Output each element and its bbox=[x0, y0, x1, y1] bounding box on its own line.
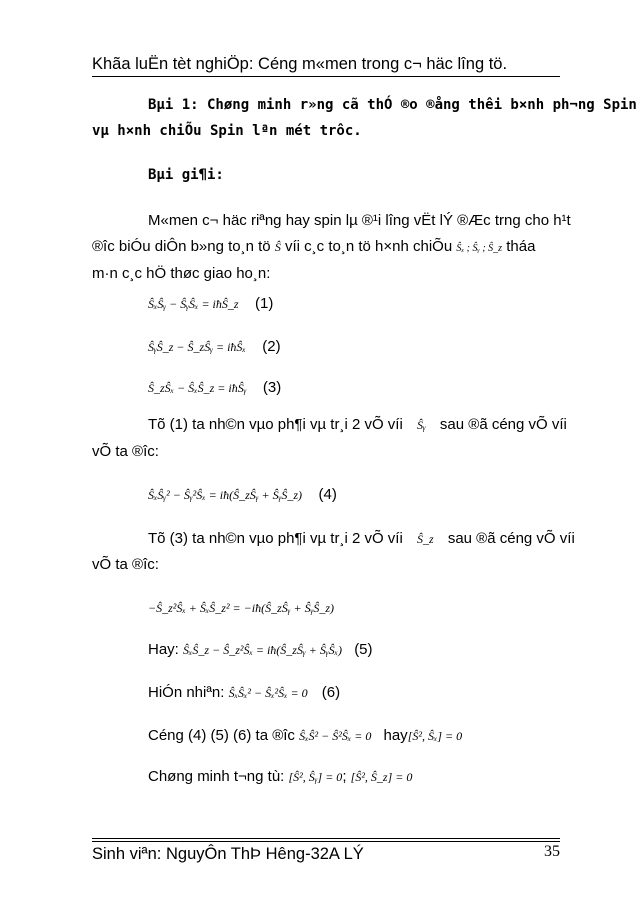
equation-1-expr: ŜₓŜᵧ − ŜᵧŜₓ = iħŜ_z bbox=[148, 297, 239, 311]
equation-unnumbered bbox=[148, 599, 334, 617]
similar-expr-1: [Ŝ², Ŝᵧ] = 0 bbox=[288, 770, 343, 784]
para2-line1 bbox=[148, 416, 567, 433]
sum-expr-2: [Ŝ², Ŝₓ] = 0 bbox=[407, 729, 463, 743]
similar-separator: ; bbox=[342, 768, 347, 785]
equation-4 bbox=[148, 486, 337, 504]
page-number: 35 bbox=[544, 843, 560, 860]
equation-3-number: (3) bbox=[262, 379, 282, 396]
header-rule bbox=[92, 76, 560, 77]
sum-hay: hay bbox=[383, 727, 408, 744]
para3-line2: vÕ ta ®îc: bbox=[92, 556, 159, 573]
sum-text: Céng (4) (5) (6) ta ®îc bbox=[148, 727, 295, 744]
equation-2-expr: ŜᵧŜ_z − Ŝ_zŜᵧ = iħŜₓ bbox=[148, 340, 246, 354]
para3-line1 bbox=[148, 530, 575, 547]
equation-6 bbox=[148, 684, 340, 701]
para1-text-b: víi c¸c to¸n tö h×nh chiÕu bbox=[285, 238, 453, 255]
para3-text-a: Tõ (3) ta nh©n vµo ph¶i vµ tr¸i 2 vÕ víi bbox=[148, 530, 403, 547]
equation-4-number: (4) bbox=[318, 486, 337, 503]
equation-4-expr: ŜₓŜᵧ² − Ŝᵧ²Ŝₓ = iħ(Ŝ_zŜᵧ + ŜᵧŜ_z) bbox=[148, 488, 303, 502]
spin-operator: Ŝ bbox=[274, 240, 281, 254]
sum-result bbox=[148, 727, 462, 744]
equation-unnumbered-expr: −Ŝ_z²Ŝₓ + ŜₓŜ_z² = −iħ(Ŝ_zŜᵧ + ŜᵧŜ_z) bbox=[148, 601, 335, 615]
sum-expr-1: ŜₓŜ² − Ŝ²Ŝₓ = 0 bbox=[299, 729, 372, 743]
para2-text-a: Tõ (1) ta nh©n vµo ph¶i vµ tr¸i 2 vÕ víi bbox=[148, 416, 403, 433]
projection-operators: Ŝₓ ; Ŝᵧ ; Ŝ_z bbox=[456, 243, 503, 254]
para1-text-c: tháa bbox=[506, 238, 536, 255]
similar-text: Chøng minh t¬ng tù: bbox=[148, 768, 285, 785]
para3-text-b: sau ®ã céng vÕ víi bbox=[447, 530, 575, 547]
page-footer: Sinh viªn: NguyÔn ThÞ Hêng-32A LÝ bbox=[92, 845, 364, 863]
equation-5-expr: ŜₓŜ_z − Ŝ_z²Ŝₓ = iħ(Ŝ_zŜᵧ + ŜᵧŜₓ) bbox=[183, 643, 343, 657]
solution-label: Bµi gi¶i: bbox=[148, 167, 224, 183]
hay-label: Hay: bbox=[148, 641, 179, 658]
para1-line2 bbox=[92, 238, 535, 255]
similar-expr-2: [Ŝ², Ŝ_z] = 0 bbox=[350, 770, 413, 784]
para3-operator: Ŝ_z bbox=[416, 532, 434, 546]
similar-proof bbox=[148, 768, 412, 785]
footer-rule-bottom bbox=[92, 841, 560, 842]
para2-line2: vÕ ta ®îc: bbox=[92, 443, 159, 460]
equation-6-number: (6) bbox=[321, 684, 341, 701]
equation-1 bbox=[148, 295, 273, 313]
equation-1-number: (1) bbox=[255, 295, 274, 312]
hiennhien-label: HiÓn nhiªn: bbox=[148, 684, 225, 701]
equation-6-expr: ŜₓŜₓ² − Ŝₓ²Ŝₓ = 0 bbox=[228, 686, 308, 700]
para1-line3: m·n c¸c hÖ thøc giao ho¸n: bbox=[92, 265, 271, 282]
para1-text-a: ®îc biÓu diÔn b»ng to¸n tö bbox=[92, 238, 271, 255]
problem-line-1: Bµi 1: Chøng minh r»ng cã thÓ ®o ®ång thêi b×nh ph¬ng Spin bbox=[148, 97, 637, 113]
equation-2 bbox=[148, 338, 281, 356]
para1-line1: M«men c¬ häc riªng hay spin lµ ®¹i lîng vËt lÝ ®Æc trng cho h¹t bbox=[148, 212, 571, 229]
problem-line-2: vµ h×nh chiÕu Spin lªn mét trôc. bbox=[92, 123, 362, 139]
equation-5 bbox=[148, 641, 373, 658]
para2-text-b: sau ®ã céng vÕ víi bbox=[439, 416, 567, 433]
equation-3-expr: Ŝ_zŜₓ − ŜₓŜ_z = iħŜᵧ bbox=[148, 381, 247, 395]
page-header: Khãa luËn tèt nghiÖp: Céng m«men trong c¬ häc lîng tö. bbox=[92, 55, 508, 73]
equation-5-number: (5) bbox=[354, 641, 373, 658]
footer-rule-top bbox=[92, 838, 560, 839]
para2-operator: Ŝᵧ bbox=[416, 418, 426, 432]
equation-3 bbox=[148, 379, 281, 397]
equation-2-number: (2) bbox=[262, 338, 281, 355]
